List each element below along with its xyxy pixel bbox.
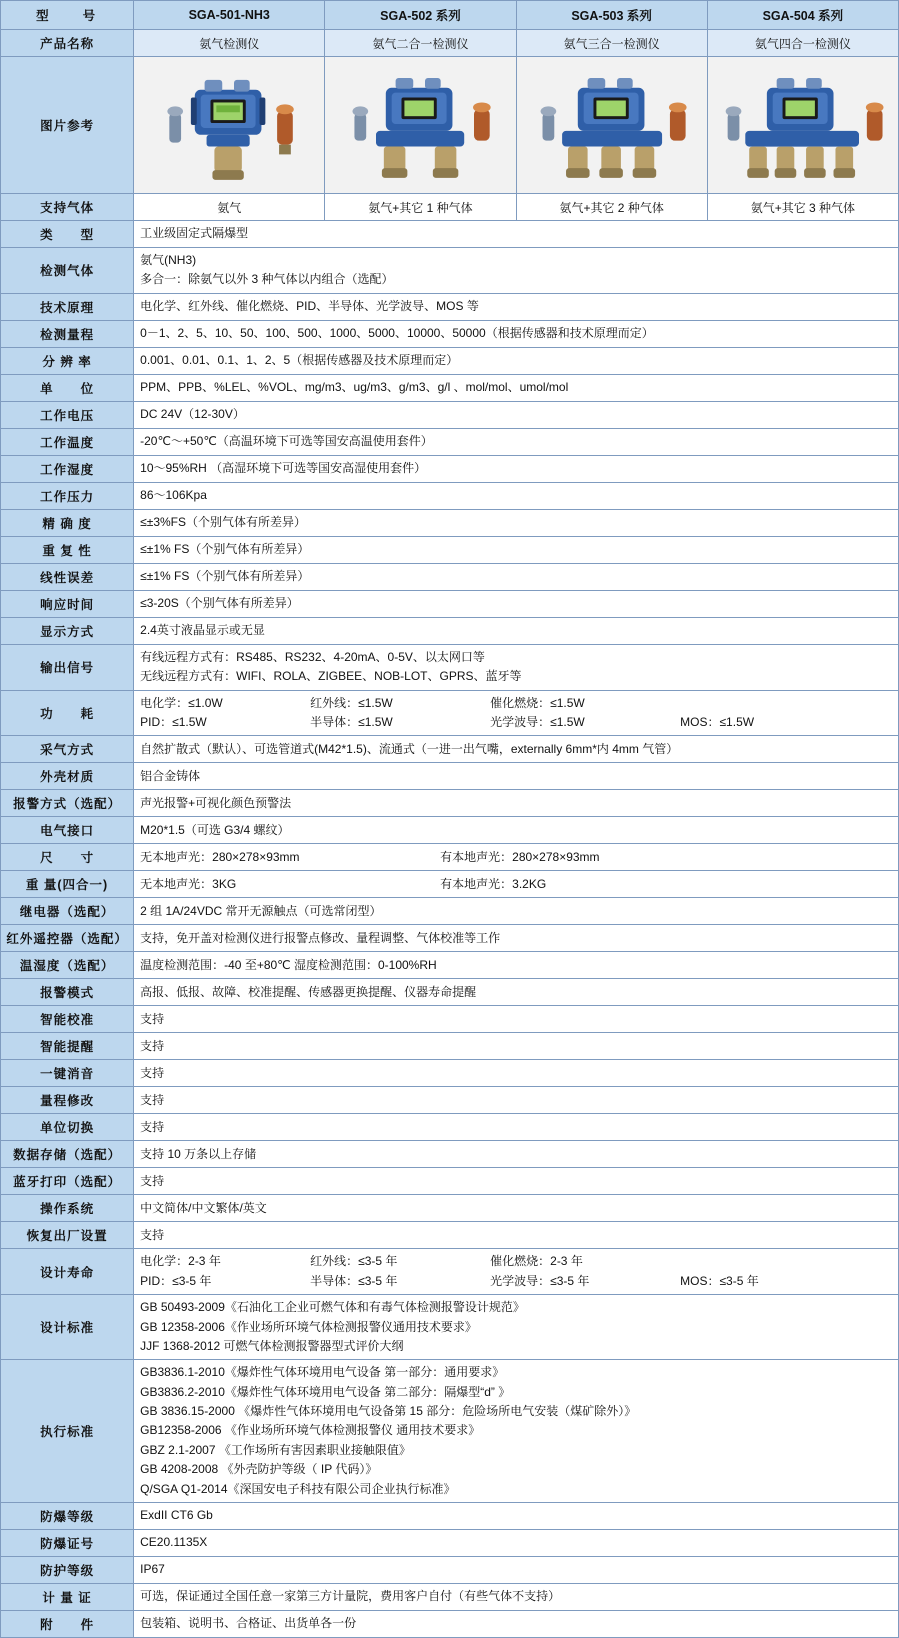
table-row (1, 1168, 899, 1195)
row-value: 支持 (134, 1033, 899, 1060)
row-label: 量程修改 (1, 1087, 134, 1114)
row-line (140, 1252, 892, 1271)
row-label: 重 量(四合一) (1, 871, 134, 898)
row-value: 2 组 1A/24VDC 常开无源触点（可选常闭型） (134, 898, 899, 925)
table-row (1, 221, 899, 248)
row-line (140, 694, 892, 713)
row-value: 支持 (134, 1087, 899, 1114)
row-value: 0.001、0.01、0.1、1、2、5（根据传感器及技术原理而定） (134, 347, 899, 374)
table-row-gas (1, 194, 899, 221)
row-label: 红外遥控器（选配） (1, 925, 134, 952)
row-cell: MOS：≤1.5W (680, 714, 755, 729)
product-3: 氨气三合一检测仪 (516, 30, 707, 57)
row-label: 温湿度（选配） (1, 952, 134, 979)
row-value: 86～106Kpa (134, 482, 899, 509)
table-row (1, 1087, 899, 1114)
table-row (1, 482, 899, 509)
row-label: 执行标准 (1, 1360, 134, 1503)
table-row (1, 293, 899, 320)
table-row (1, 563, 899, 590)
row-value: 支持 (134, 1114, 899, 1141)
row-value: ExdII CT6 Gb (134, 1503, 899, 1530)
row-label: 单 位 (1, 374, 134, 401)
table-row (1, 1222, 899, 1249)
row-label: 继电器（选配） (1, 898, 134, 925)
row-value: 支持 (134, 1222, 899, 1249)
row-label: 设计寿命 (1, 1249, 134, 1295)
row-value: IP67 (134, 1557, 899, 1584)
row-label: 单位切换 (1, 1114, 134, 1141)
gas-4: 氨气+其它 3 种气体 (707, 194, 898, 221)
row-label: 防爆等级 (1, 1503, 134, 1530)
row-value: CE20.1135X (134, 1530, 899, 1557)
table-row (1, 509, 899, 536)
table-row (1, 1295, 899, 1360)
gas-2: 氨气+其它 1 种气体 (325, 194, 516, 221)
row-label: 报警模式 (1, 979, 134, 1006)
row-line: GBZ 2.1-2007 《工作场所有害因素职业接触限值》 (140, 1442, 411, 1457)
row-label: 防爆证号 (1, 1530, 134, 1557)
table-row (1, 844, 899, 871)
row-cell: 光学波导：≤3-5 年 (490, 1273, 590, 1288)
row-value: 高报、低报、故障、校准提醒、传感器更换提醒、仪器寿命提醒 (134, 979, 899, 1006)
table-row-images (1, 57, 899, 194)
row-label-image: 图片参考 (1, 57, 134, 194)
row-label: 数据存储（选配） (1, 1141, 134, 1168)
table-row (1, 1530, 899, 1557)
table-row (1, 979, 899, 1006)
table-row (1, 617, 899, 644)
table-row (1, 898, 899, 925)
row-value: 0－1、2、5、10、50、100、500、1000、5000、10000、50000（根据传感器和技术原理而定） (134, 320, 899, 347)
table-row (1, 347, 899, 374)
row-value: 包装箱、说明书、合格证、出货单各一份 (134, 1611, 899, 1638)
row-label: 显示方式 (1, 617, 134, 644)
row-value: ≤3-20S（个别气体有所差异） (134, 590, 899, 617)
row-label: 附 件 (1, 1611, 134, 1638)
row-label: 智能提醒 (1, 1033, 134, 1060)
row-label: 报警方式（选配） (1, 790, 134, 817)
row-value: 支持 (134, 1060, 899, 1087)
detector-dual-icon (327, 61, 513, 189)
table-row (1, 1114, 899, 1141)
row-value (134, 1295, 899, 1360)
table-row (1, 644, 899, 690)
row-label: 尺 寸 (1, 844, 134, 871)
product-1: 氨气检测仪 (134, 30, 325, 57)
table-row (1, 925, 899, 952)
row-line: 多合一：除氨气以外 3 种气体以内组合（选配） (140, 272, 394, 287)
row-value (134, 1249, 899, 1295)
row-label: 精 确 度 (1, 509, 134, 536)
row-line: 无线远程方式有：WIFI、ROLA、ZIGBEE、NOB-LOT、GPRS、蓝牙等 (140, 669, 522, 684)
row-cell: 催化燃烧：2-3 年 (490, 1254, 583, 1269)
row-line (140, 849, 892, 866)
row-cell: 催化燃烧：≤1.5W (490, 695, 585, 710)
row-line (140, 713, 892, 732)
table-row-model (1, 1, 899, 30)
table-row (1, 320, 899, 347)
row-label: 设计标准 (1, 1295, 134, 1360)
product-image-2 (325, 57, 516, 194)
detector-triple-icon (519, 61, 705, 189)
row-value: 10～95%RH （高湿环境下可选等国安高湿使用套件） (134, 455, 899, 482)
row-value: 支持 (134, 1006, 899, 1033)
table-row (1, 1060, 899, 1087)
table-row (1, 871, 899, 898)
table-row (1, 1033, 899, 1060)
row-cell: 红外线：≤3-5 年 (310, 1254, 398, 1269)
row-value: 2.4英寸液晶显示或无显 (134, 617, 899, 644)
row-label: 计 量 证 (1, 1584, 134, 1611)
row-label: 工作压力 (1, 482, 134, 509)
row-value: 支持 (134, 1168, 899, 1195)
row-label-gas: 支持气体 (1, 194, 134, 221)
row-value (134, 871, 899, 898)
table-row (1, 736, 899, 763)
row-line (140, 876, 892, 893)
product-2: 氨气二合一检测仪 (325, 30, 516, 57)
row-value: 可选，保证通过全国任意一家第三方计量院，费用客户自付（有些气体不支持） (134, 1584, 899, 1611)
row-label: 工作电压 (1, 401, 134, 428)
table-row (1, 763, 899, 790)
row-label: 类 型 (1, 221, 134, 248)
row-cell: 半导体：≤1.5W (310, 714, 393, 729)
row-cell: 电化学：2-3 年 (140, 1254, 221, 1269)
row-line: GB12358-2006 《作业场所环境气体检测报警仪 通用技术要求》 (140, 1423, 481, 1438)
row-value (134, 844, 899, 871)
row-label: 电气接口 (1, 817, 134, 844)
row-value: -20℃～+50℃（高温环境下可选等国安高温使用套件） (134, 428, 899, 455)
row-label: 一键消音 (1, 1060, 134, 1087)
row-line: GB 3836.15-2000 《爆炸性气体环境用电气设备第 15 部分：危险场所电气安装（煤矿除外）》 (140, 1404, 637, 1419)
row-cell: 有本地声光：3.2KG (440, 876, 547, 891)
detector-single-icon (136, 61, 322, 189)
detector-quad-icon (710, 61, 896, 189)
row-value: 中文简体/中文繁体/英文 (134, 1195, 899, 1222)
row-cell: MOS：≤3-5 年 (680, 1273, 759, 1288)
model-2: SGA-502 系列 (325, 1, 516, 30)
row-label: 重 复 性 (1, 536, 134, 563)
table-row (1, 1584, 899, 1611)
table-row (1, 690, 899, 736)
row-label-product: 产品名称 (1, 30, 134, 57)
row-label: 采气方式 (1, 736, 134, 763)
row-label: 线性误差 (1, 563, 134, 590)
product-image-1 (134, 57, 325, 194)
product-image-3 (516, 57, 707, 194)
row-value: 温度检测范围：-40 至+80℃ 湿度检测范围：0-100%RH (134, 952, 899, 979)
table-row (1, 952, 899, 979)
gas-1: 氨气 (134, 194, 325, 221)
row-label: 恢复出厂设置 (1, 1222, 134, 1249)
row-label: 蓝牙打印（选配） (1, 1168, 134, 1195)
row-line: GB 4208-2008 《外壳防护等级（ IP 代码）》 (140, 1462, 378, 1477)
row-value: 电化学、红外线、催化燃烧、PID、半导体、光学波导、MOS 等 (134, 293, 899, 320)
row-cell: 无本地声光：3KG (140, 876, 237, 891)
row-value (134, 644, 899, 690)
row-value: ≤±1% FS（个别气体有所差异） (134, 536, 899, 563)
table-row (1, 536, 899, 563)
row-value: ≤±1% FS（个别气体有所差异） (134, 563, 899, 590)
row-value: 自然扩散式（默认）、可选管道式(M42*1.5)、流通式（一进一出气嘴，externally 6mm*内 4mm 气管） (134, 736, 899, 763)
row-value: ≤±3%FS（个别气体有所差异） (134, 509, 899, 536)
model-4: SGA-504 系列 (707, 1, 898, 30)
row-value (134, 690, 899, 736)
table-row (1, 1141, 899, 1168)
row-cell: 无本地声光：280×278×93mm (140, 849, 300, 864)
table-row (1, 1360, 899, 1503)
model-3: SGA-503 系列 (516, 1, 707, 30)
row-value: PPM、PPB、%LEL、%VOL、mg/m3、ug/m3、g/m3、g/l 、mol/mol、umol/mol (134, 374, 899, 401)
row-label: 智能校准 (1, 1006, 134, 1033)
row-value (134, 1360, 899, 1503)
row-label: 技术原理 (1, 293, 134, 320)
row-cell: 有本地声光：280×278×93mm (440, 849, 600, 864)
row-value: 铝合金铸体 (134, 763, 899, 790)
row-value: 支持，免开盖对检测仪进行报警点修改、量程调整、气体校准等工作 (134, 925, 899, 952)
row-label: 检测量程 (1, 320, 134, 347)
row-label: 响应时间 (1, 590, 134, 617)
row-line: Q/SGA Q1-2014《深国安电子科技有限公司企业执行标准》 (140, 1481, 456, 1496)
row-label: 分 辨 率 (1, 347, 134, 374)
table-row (1, 1006, 899, 1033)
table-row (1, 1503, 899, 1530)
row-line: GB3836.1-2010《爆炸性气体环境用电气设备 第一部分：通用要求》 (140, 1365, 505, 1380)
row-cell: 红外线：≤1.5W (310, 695, 393, 710)
row-label-model: 型 号 (1, 1, 134, 30)
row-line: GB 50493-2009《石油化工企业可燃气体和有毒气体检测报警设计规范》 (140, 1300, 525, 1315)
row-value: DC 24V（12-30V） (134, 401, 899, 428)
table-row (1, 248, 899, 294)
row-line: 有线远程方式有：RS485、RS232、4-20mA、0-5V、以太网口等 (140, 649, 485, 664)
table-row (1, 374, 899, 401)
row-value: 工业级固定式隔爆型 (134, 221, 899, 248)
row-value: M20*1.5（可选 G3/4 螺纹） (134, 817, 899, 844)
row-value: 声光报警+可视化颜色预警法 (134, 790, 899, 817)
table-row (1, 1195, 899, 1222)
table-row (1, 817, 899, 844)
row-label: 工作温度 (1, 428, 134, 455)
row-line: GB 12358-2006《作业场所环境气体检测报警仪通用技术要求》 (140, 1319, 477, 1334)
table-row (1, 790, 899, 817)
row-value (134, 248, 899, 294)
row-label: 检测气体 (1, 248, 134, 294)
table-row (1, 1249, 899, 1295)
row-label: 输出信号 (1, 644, 134, 690)
row-value: 支持 10 万条以上存储 (134, 1141, 899, 1168)
table-row (1, 401, 899, 428)
row-line (140, 1272, 892, 1291)
table-row-product (1, 30, 899, 57)
row-label: 操作系统 (1, 1195, 134, 1222)
row-line: GB3836.2-2010《爆炸性气体环境用电气设备 第二部分：隔爆型“d” 》 (140, 1384, 511, 1399)
row-cell: 半导体：≤3-5 年 (310, 1273, 398, 1288)
row-label: 外壳材质 (1, 763, 134, 790)
gas-3: 氨气+其它 2 种气体 (516, 194, 707, 221)
row-line: 氨气(NH3) (140, 253, 197, 267)
product-4: 氨气四合一检测仪 (707, 30, 898, 57)
row-cell: PID：≤1.5W (140, 714, 207, 729)
row-cell: 光学波导：≤1.5W (490, 714, 585, 729)
row-line: JJF 1368-2012 可燃气体检测报警器型式评价大纲 (140, 1338, 404, 1353)
table-row (1, 455, 899, 482)
model-1: SGA-501-NH3 (134, 1, 325, 30)
row-cell: 电化学：≤1.0W (140, 695, 223, 710)
row-cell: PID：≤3-5 年 (140, 1273, 212, 1288)
row-label: 工作湿度 (1, 455, 134, 482)
row-label: 功 耗 (1, 690, 134, 736)
row-label: 防护等级 (1, 1557, 134, 1584)
table-row (1, 1611, 899, 1638)
table-row (1, 428, 899, 455)
product-image-4 (707, 57, 898, 194)
table-row (1, 1557, 899, 1584)
table-row (1, 590, 899, 617)
